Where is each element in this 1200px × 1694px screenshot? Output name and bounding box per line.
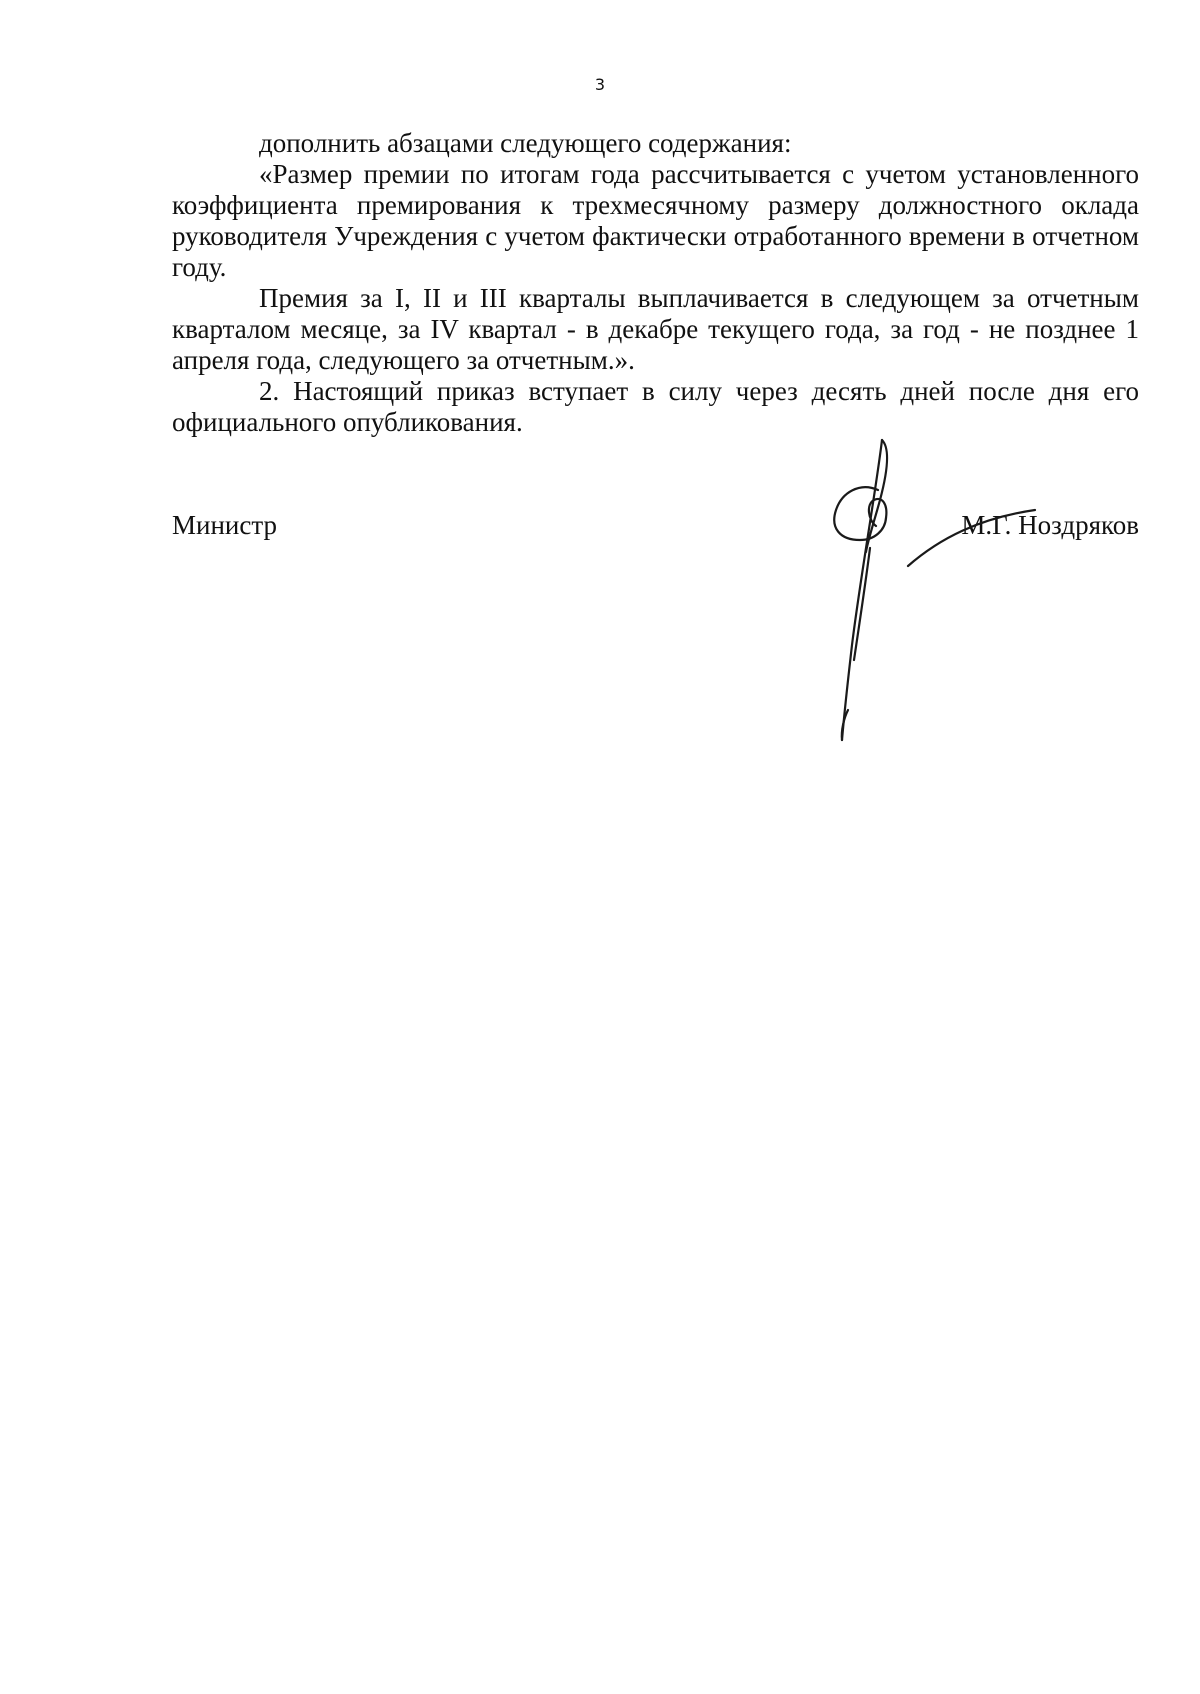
document-body xyxy=(172,128,1139,438)
signer-position: Министр xyxy=(172,510,277,540)
paragraph-bonus-payment: Премия за I, II и III кварталы выплачивается в следующем за отчетным кварталом месяце, за IV квартал - в декабре текущего года, за год - не позднее 1 апреля года, следующего за отчетным.». xyxy=(172,283,1139,375)
paragraph-effective-date: 2. Настоящий приказ вступает в силу через десять дней после дня его официального опубликования. xyxy=(172,376,1139,437)
page-number: 3 xyxy=(594,75,606,94)
paragraph-intro: дополнить абзацами следующего содержания: xyxy=(259,128,792,158)
paragraph-bonus-size: «Размер премии по итогам года рассчитывается с учетом установленного коэффициента премирования к трехмесячному размеру должностного оклада руководителя Учреждения с учетом фактически отработанного времени в отчетном году. xyxy=(172,159,1139,282)
handwritten-signature xyxy=(790,430,1050,750)
signer-name: М.Г. Ноздряков xyxy=(961,510,1139,540)
